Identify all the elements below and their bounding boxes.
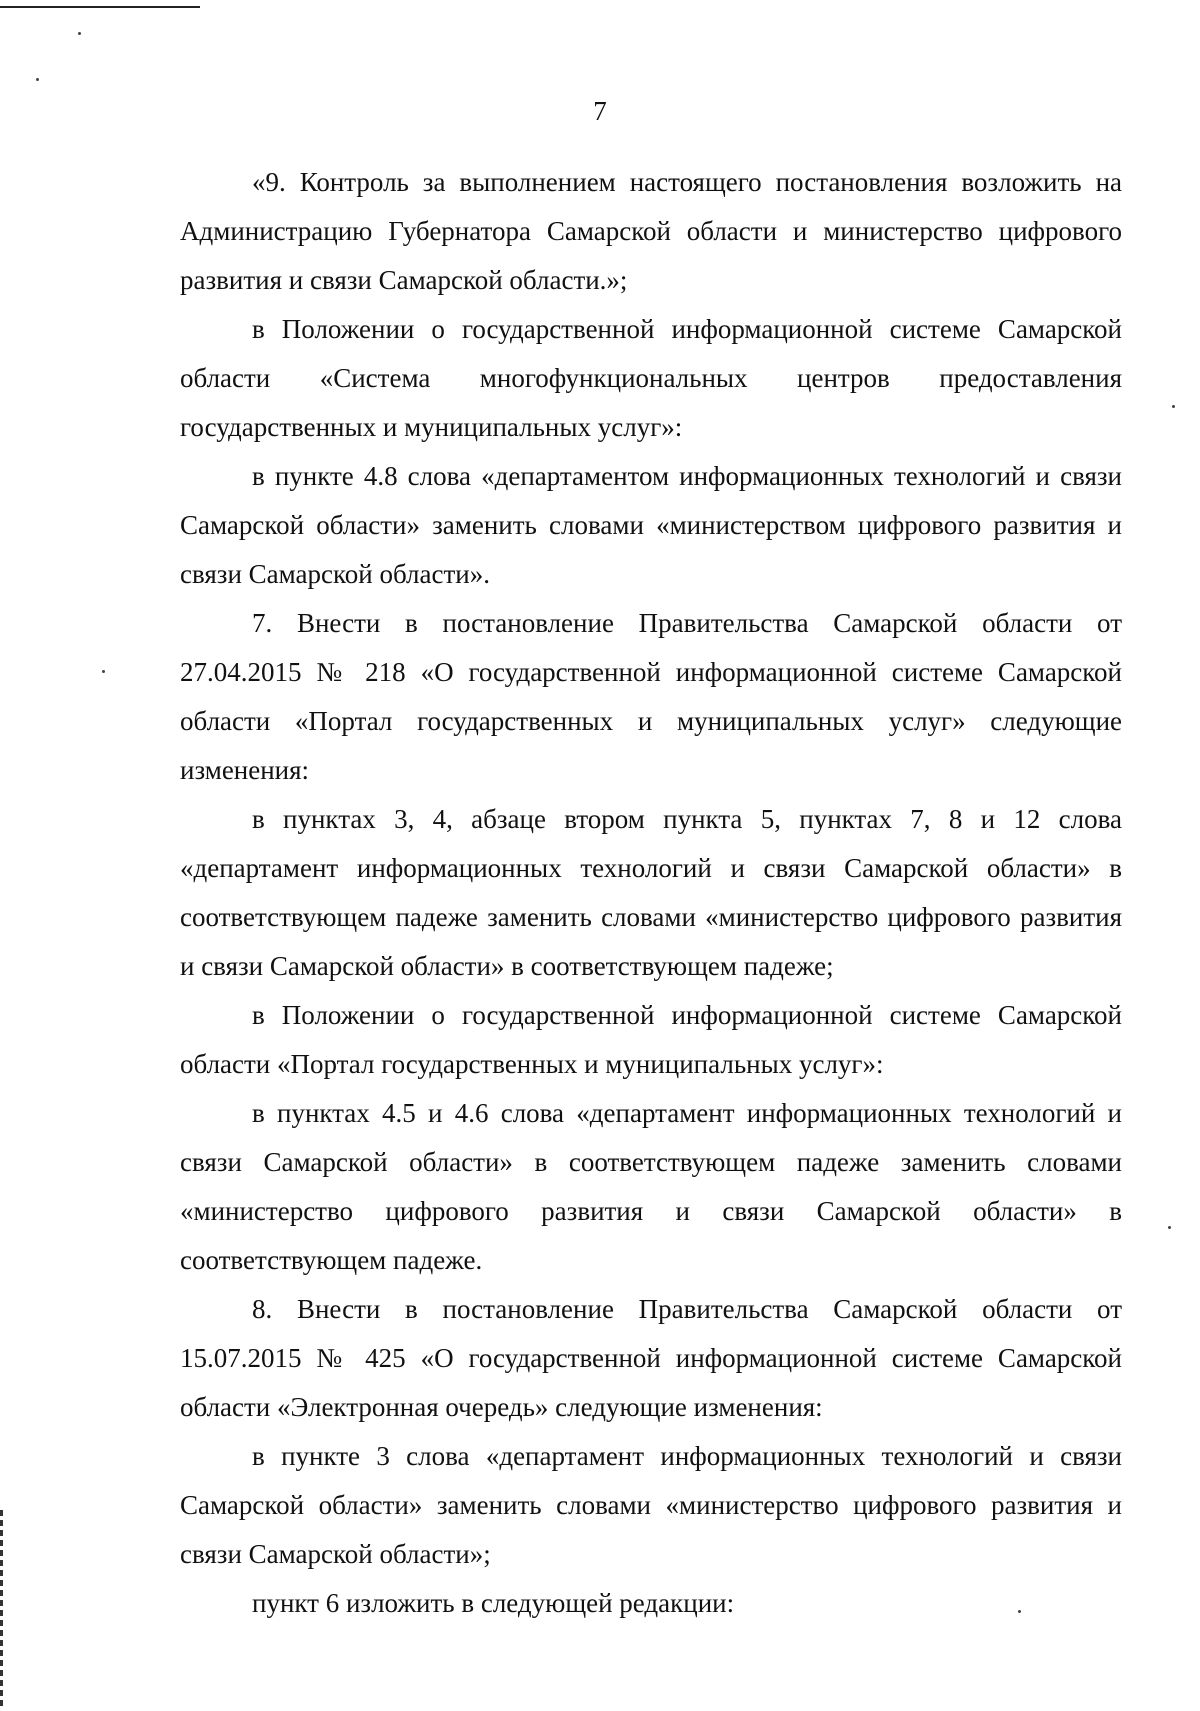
document-body: [180, 158, 1122, 1628]
scan-speck: [102, 670, 105, 673]
scan-speck: [1168, 1226, 1171, 1229]
paragraph: «9. Контроль за выполнением настоящего постановления возложить на Администрацию Губернатора Самарской области и министерство цифрового развития и связи Самарской области.»;: [180, 167, 1122, 295]
paragraph: 7. Внести в постановление Правительства Самарской области от 27.04.2015 № 218 «О государственной информационной системе Самарской области «Портал государственных и муниципальных услуг» следующие изменения:: [180, 608, 1122, 785]
scan-speck: [1172, 405, 1175, 408]
scan-speck: [36, 78, 39, 81]
paragraph: в пункте 3 слова «департамент информационных технологий и связи Самарской области» заменить словами «министерство цифрового развития и связи Самарской области»;: [180, 1441, 1122, 1569]
paragraph: в пунктах 4.5 и 4.6 слова «департамент информационных технологий и связи Самарской области» в соответствующем падеже заменить словами «министерство цифрового развития и связи Самарской области» в соответствующем падеже.: [180, 1098, 1122, 1275]
paragraph: пункт 6 изложить в следующей редакции:: [252, 1588, 735, 1618]
page-number: 7: [593, 96, 607, 126]
scan-speck: [78, 32, 81, 35]
paragraph: в Положении о государственной информационной системе Самарской области «Портал государственных и муниципальных услуг»:: [180, 1000, 1122, 1079]
top-edge-rule: [0, 6, 200, 8]
paragraph: 8. Внести в постановление Правительства Самарской области от 15.07.2015 № 425 «О государственной информационной системе Самарской области «Электронная очередь» следующие изменения:: [180, 1294, 1122, 1422]
paragraph: в пункте 4.8 слова «департаментом информационных технологий и связи Самарской области» заменить словами «министерством цифрового развития и связи Самарской области».: [180, 461, 1122, 589]
paragraph: в Положении о государственной информационной системе Самарской области «Система многофункциональных центров предоставления государственных и муниципальных услуг»:: [180, 314, 1122, 442]
scan-left-edge: [0, 1510, 3, 1710]
paragraph: в пунктах 3, 4, абзаце втором пункта 5, пунктах 7, 8 и 12 слова «департамент информационных технологий и связи Самарской области» в соответствующем падеже заменить словами «министерство цифрового развития и связи Самарской области» в соответствующем падеже;: [180, 804, 1122, 981]
